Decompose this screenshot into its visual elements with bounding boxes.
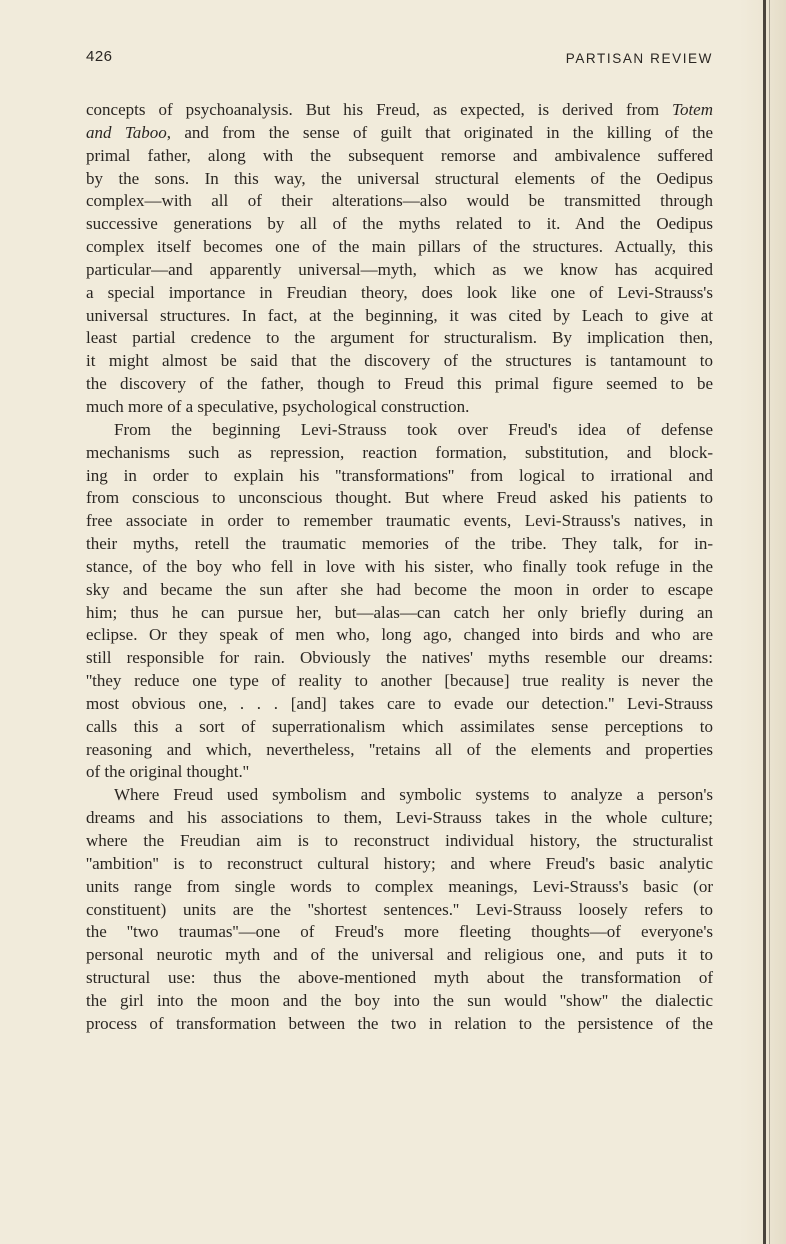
text-line xyxy=(86,670,713,693)
italic-title: Totem xyxy=(672,100,713,119)
running-head: PARTISAN REVIEW xyxy=(565,51,713,66)
text-segment: constituent) units are the ''shortest sentences.'' Levi-Strauss loosely refers to xyxy=(86,899,713,919)
text-line xyxy=(86,419,713,442)
text-segment: ''they reduce one type of reality to another [because] true reality is never the xyxy=(86,671,713,691)
text-segment: eclipse. Or they speak of men who, long ago, changed into birds and who are xyxy=(86,625,713,645)
text-segment: process of transformation between the two in relation to the persistence of the xyxy=(86,1013,713,1033)
text-line xyxy=(86,487,713,510)
text-segment: complex—with all of their alterations—also would be transmitted through xyxy=(86,191,713,211)
binding-edge-secondary xyxy=(769,0,770,1244)
text-segment: mechanisms such as repression, reaction formation, substitution, and block- xyxy=(86,442,713,462)
text-line xyxy=(86,647,713,670)
binding-edge xyxy=(763,0,766,1244)
text-segment: units range from single words to complex meanings, Levi-Strauss's basic (or xyxy=(86,876,713,896)
text-line xyxy=(86,876,713,899)
text-line xyxy=(86,282,713,305)
text-segment: reasoning and which, nevertheless, ''retains all of the elements and properties xyxy=(86,739,713,759)
text-line xyxy=(86,579,713,602)
text-line xyxy=(86,602,713,625)
text-segment: the ''two traumas''—one of Freud's more fleeting thoughts—of everyone's xyxy=(86,922,713,942)
text-segment: complex itself becomes one of the main pillars of the structures. Actually, this xyxy=(86,237,713,257)
text-line xyxy=(86,556,713,579)
text-segment: stance, of the boy who fell in love with his sister, who finally took refuge in the xyxy=(86,556,713,576)
text-segment: much more of a speculative, psychological construction. xyxy=(86,396,470,416)
text-segment: dreams and his associations to them, Levi-Strauss takes in the whole culture; xyxy=(86,808,713,828)
text-segment: the girl into the moon and the boy into the sun would ''show'' the dialectic xyxy=(86,990,713,1010)
text-segment: successive generations by all of the myths related to it. And the Oedipus xyxy=(86,214,713,234)
text-segment: a special importance in Freudian theory, does look like one of Levi-Strauss's xyxy=(86,282,713,302)
text-line xyxy=(86,213,713,236)
text-line xyxy=(86,190,713,213)
text-segment: least partial credence to the argument for structuralism. By implication then, xyxy=(86,328,713,348)
text-line xyxy=(86,624,713,647)
text-segment: personal neurotic myth and of the universal and religious one, and puts it to xyxy=(86,945,713,965)
text-line xyxy=(86,122,713,145)
text-line xyxy=(86,168,713,191)
text-line xyxy=(86,921,713,944)
text-segment: by the sons. In this way, the universal structural elements of the Oedipus xyxy=(86,168,713,188)
italic-title: and Taboo xyxy=(86,122,167,142)
text-line xyxy=(86,990,713,1013)
text-line xyxy=(86,465,713,488)
text-segment: most obvious one, . . . [and] takes care to evade our detection.'' Levi-Strauss xyxy=(86,693,713,713)
text-segment: sky and became the sun after she had become the moon in order to escape xyxy=(86,579,713,599)
text-segment: still responsible for rain. Obviously the natives' myths resemble our dreams: xyxy=(86,648,713,668)
text-segment: ''ambition'' is to reconstruct cultural history; and where Freud's basic analytic xyxy=(86,853,713,873)
text-line xyxy=(86,784,713,807)
text-segment: structural use: thus the above-mentioned myth about the transformation of xyxy=(86,968,713,988)
text-line xyxy=(86,739,713,762)
text-segment: , and from the sense of guilt that originated in the killing of the xyxy=(166,122,713,142)
text-line xyxy=(86,442,713,465)
page-header xyxy=(86,48,713,72)
article-body xyxy=(86,99,713,1036)
text-line xyxy=(86,899,713,922)
text-segment: universal structures. In fact, at the beginning, it was cited by Leach to give at xyxy=(86,305,713,325)
text-segment: Where Freud used symbolism and symbolic systems to analyze a person's xyxy=(114,785,713,805)
text-segment: From the beginning Levi-Strauss took over Freud's idea of defense xyxy=(114,419,713,439)
text-line xyxy=(86,99,713,122)
text-line xyxy=(86,967,713,990)
text-segment: calls this a sort of superrationalism which assimilates sense perceptions to xyxy=(86,716,713,736)
text-line xyxy=(86,510,713,533)
text-segment: the discovery of the father, though to Freud this primal figure seemed to be xyxy=(86,374,713,394)
text-segment: of the original thought.'' xyxy=(86,762,249,782)
text-segment: him; thus he can pursue her, but—alas—can catch her only briefly during an xyxy=(86,602,713,622)
text-line xyxy=(86,145,713,168)
text-line xyxy=(86,327,713,350)
text-segment: particular—and apparently universal—myth, which as we know has acquired xyxy=(86,259,713,279)
text-line xyxy=(86,944,713,967)
text-line xyxy=(86,350,713,373)
text-line xyxy=(86,259,713,282)
text-segment: from conscious to unconscious thought. But where Freud asked his patients to xyxy=(86,488,713,508)
text-line xyxy=(86,716,713,739)
text-segment: where the Freudian aim is to reconstruct individual history, the structuralist xyxy=(86,831,713,850)
text-line xyxy=(86,236,713,259)
page-number: 426 xyxy=(86,48,113,65)
text-line xyxy=(86,533,713,556)
text-segment: primal father, along with the subsequent remorse and ambivalence suffered xyxy=(86,145,713,165)
text-segment: ing in order to explain his ''transformations'' from logical to irrational and xyxy=(86,465,713,485)
text-line xyxy=(86,373,713,396)
text-segment: concepts of psychoanalysis. But his Freud, as expected, is derived from xyxy=(86,100,673,119)
text-line xyxy=(86,830,713,853)
text-line xyxy=(86,396,713,419)
text-line xyxy=(86,305,713,328)
text-line xyxy=(86,1013,713,1036)
text-segment: free associate in order to remember traumatic events, Levi-Strauss's natives, in xyxy=(86,511,713,531)
text-line xyxy=(86,853,713,876)
text-line xyxy=(86,693,713,716)
text-line xyxy=(86,807,713,830)
text-segment: their myths, retell the traumatic memories of the tribe. They talk, for in- xyxy=(86,534,713,554)
text-line xyxy=(86,761,713,784)
text-segment: it might almost be said that the discovery of the structures is tantamount to xyxy=(86,351,713,371)
